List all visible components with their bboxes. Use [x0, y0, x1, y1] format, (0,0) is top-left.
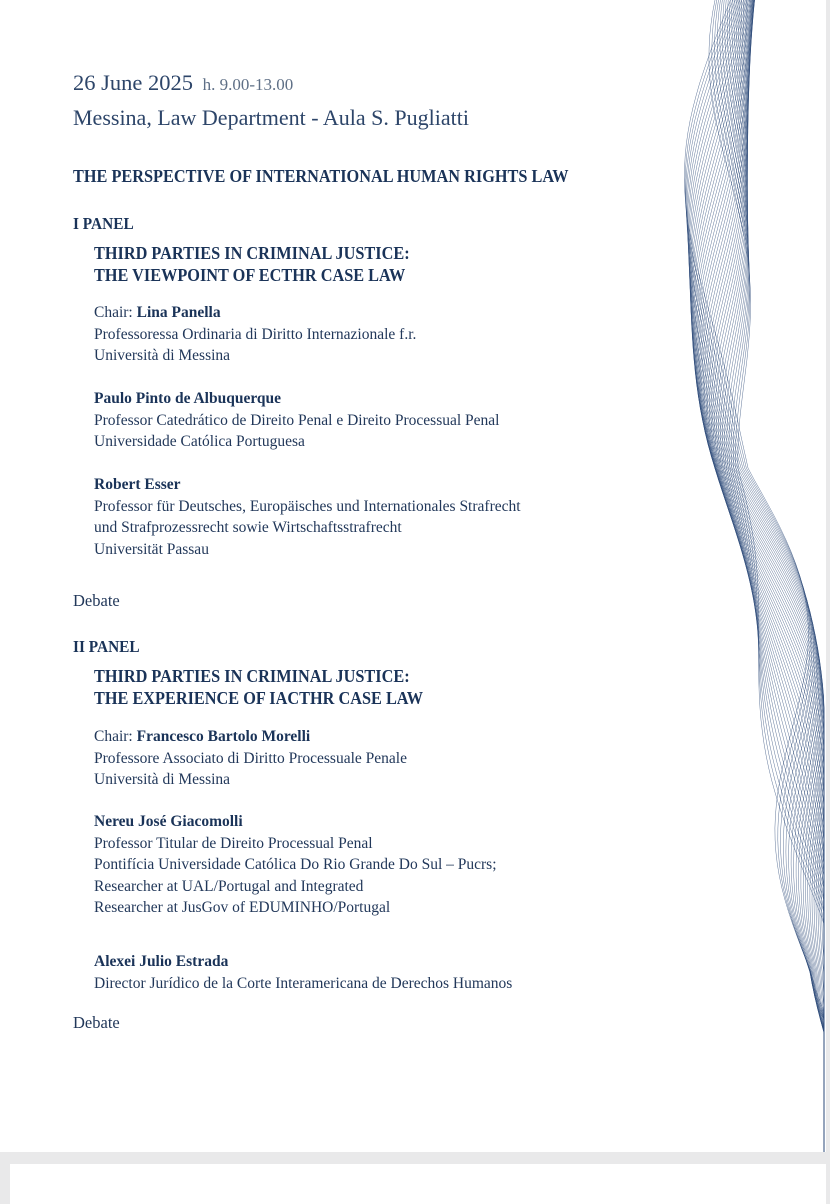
wave-line [690, 0, 824, 1152]
wave-line [699, 0, 824, 1152]
panel-2-debate: Debate [73, 1013, 120, 1032]
speaker-affiliation: Universidade Católica Portuguesa [94, 433, 305, 450]
speaker-role: Professore Associato di Diritto Processuale Penale [94, 749, 407, 767]
panel-1-title-line2: THE VIEWPOINT OF ECTHR CASE LAW [94, 265, 406, 285]
speaker-affiliation: Università di Messina [94, 771, 231, 788]
wave-line [715, 0, 824, 1152]
event-venue: Messina, Law Department - Aula S. Pugliatti [73, 105, 469, 130]
speaker-affiliation: Università di Messina [94, 347, 231, 364]
event-date-line [73, 70, 293, 96]
panel-2-title-line1: THIRD PARTIES IN CRIMINAL JUSTICE: [94, 666, 410, 686]
speaker-role: Director Jurídico de la Corte Interamericana de Derechos Humanos [94, 974, 513, 992]
speaker-affiliation: Pontifícia Universidade Católica Do Rio Grande Do Sul – Pucrs; [94, 856, 497, 873]
speaker-name: Robert Esser [94, 476, 181, 493]
event-date: 26 June 2025 [73, 70, 193, 95]
panel-2-chair [94, 726, 407, 791]
panel-1-title-line1: THIRD PARTIES IN CRIMINAL JUSTICE: [94, 243, 410, 263]
speaker-role: Professor für Deutsches, Europäisches und Internationales Strafrecht [94, 497, 521, 515]
panel-1-chair [94, 302, 416, 367]
panel-2-speaker-3 [94, 951, 512, 994]
chair-prefix: Chair: [94, 728, 133, 745]
chair-prefix: Chair: [94, 304, 133, 321]
next-page-edge [10, 1164, 826, 1204]
speaker-role: Professor Titular de Direito Processual Penal [94, 834, 373, 852]
speaker-role-continued: und Strafprozessrecht sowie Wirtschaftsstrafrecht [94, 519, 402, 536]
speaker-name: Lina Panella [136, 304, 221, 321]
panel-1-label: I PANEL [73, 214, 134, 233]
panel-1-speaker-3 [94, 474, 521, 560]
wave-line [698, 0, 824, 1152]
wave-line [685, 0, 824, 1152]
speaker-note: Researcher at UAL/Portugal and Integrated [94, 877, 364, 895]
speaker-name: Francesco Bartolo Morelli [136, 728, 311, 745]
wave-line [689, 0, 824, 1152]
speaker-role: Professor Catedrático de Direito Penal e Direito Processual Penal [94, 411, 500, 429]
panel-1-debate: Debate [73, 591, 120, 610]
wave-line [709, 0, 824, 1152]
wave-line [694, 0, 824, 1152]
speaker-name: Alexei Julio Estrada [94, 953, 229, 970]
speaker-role: Professoressa Ordinaria di Diritto Internazionale f.r. [94, 325, 417, 343]
speaker-note: Researcher at JusGov of EDUMINHO/Portugal [94, 899, 391, 916]
program-title: THE PERSPECTIVE OF INTERNATIONAL HUMAN RIGHTS LAW [73, 166, 569, 186]
wave-line [706, 0, 824, 1152]
wave-line [725, 0, 824, 1152]
panel-2-speaker-2 [94, 811, 497, 919]
wave-line [692, 0, 824, 1152]
speaker-affiliation: Universität Passau [94, 540, 209, 558]
wave-line [695, 0, 824, 1152]
wave-line [722, 0, 824, 1152]
speaker-name: Paulo Pinto de Albuquerque [94, 390, 282, 407]
wave-line [720, 0, 824, 1152]
wave-line [723, 0, 825, 1152]
panel-2-title-line2: THE EXPERIENCE OF IACTHR CASE LAW [94, 688, 424, 708]
wave-line [715, 0, 824, 1152]
event-hours: h. 9.00-13.00 [202, 75, 294, 94]
wave-line [711, 0, 824, 1152]
panel-2-title [94, 665, 423, 709]
wave-line [702, 0, 824, 1152]
panel-2-label: II PANEL [73, 637, 140, 656]
speaker-name: Nereu José Giacomolli [94, 813, 243, 830]
panel-1-title [94, 242, 410, 286]
wave-line [691, 0, 824, 1152]
decorative-wave-graphic [580, 0, 826, 1152]
wave-line [688, 0, 824, 1152]
panel-1-speaker-2 [94, 388, 499, 453]
wave-line [708, 0, 824, 1152]
